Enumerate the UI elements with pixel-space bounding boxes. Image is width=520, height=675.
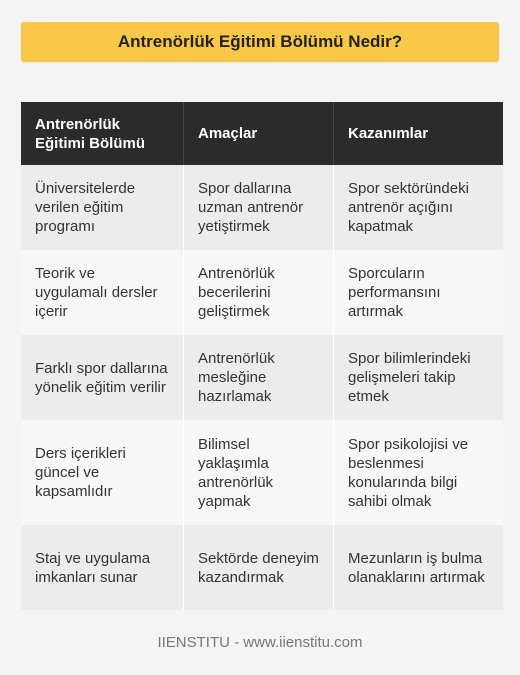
table-cell: Üniversitelerde verilen eğitim programı — [21, 165, 184, 250]
table-cell: Mezunların iş bulma olanaklarını artırmak — [334, 525, 504, 610]
table-cell: Spor dallarına uzman antrenör yetiştirmek — [184, 165, 334, 250]
table-cell: Sporcuların performansını artırmak — [334, 250, 504, 335]
table-cell: Bilimsel yaklaşımla antrenörlük yapmak — [184, 420, 334, 525]
title-banner — [21, 22, 499, 62]
table-header-row — [21, 102, 503, 165]
info-table — [21, 102, 503, 610]
footer-credit: IIENSTITU - www.iienstitu.com — [157, 634, 363, 651]
table-row — [21, 335, 503, 420]
table-cell: Staj ve uygulama imkanları sunar — [21, 525, 184, 610]
column-header-department: Antrenörlük Eğitimi Bölümü — [21, 102, 184, 165]
table-cell: Antrenörlük becerilerini geliştirmek — [184, 250, 334, 335]
column-header-goals: Amaçlar — [184, 102, 334, 165]
table-cell: Spor bilimlerindeki gelişmeleri takip etmek — [334, 335, 504, 420]
table-cell: Spor psikolojisi ve beslenmesi konularında bilgi sahibi olmak — [334, 420, 504, 525]
table-cell: Teorik ve uygulamalı dersler içerir — [21, 250, 184, 335]
table-row — [21, 250, 503, 335]
table-row — [21, 525, 503, 610]
page-title: Antrenörlük Eğitimi Bölümü Nedir? — [117, 32, 403, 51]
table-cell: Sektörde deneyim kazandırmak — [184, 525, 334, 610]
table-cell: Antrenörlük mesleğine hazırlamak — [184, 335, 334, 420]
column-header-gains: Kazanımlar — [334, 102, 504, 165]
table-row — [21, 420, 503, 525]
table-cell: Spor sektöründeki antrenör açığını kapatmak — [334, 165, 504, 250]
table-cell: Ders içerikleri güncel ve kapsamlıdır — [21, 420, 184, 525]
table-row — [21, 165, 503, 250]
table-cell: Farklı spor dallarına yönelik eğitim verilir — [21, 335, 184, 420]
